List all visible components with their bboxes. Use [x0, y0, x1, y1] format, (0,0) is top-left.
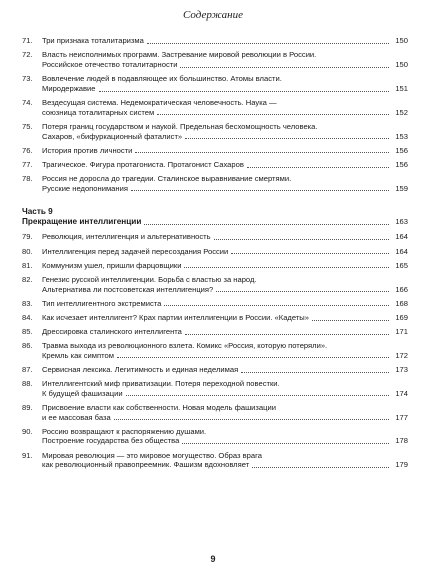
entry-page-number: 172 [395, 350, 408, 360]
toc-entry[interactable] [22, 341, 408, 361]
entry-title-line: Сервисная лексика. Легитимность и единая неделимая [42, 364, 239, 374]
entry-number: 87. [22, 364, 33, 374]
part-heading [22, 207, 408, 227]
toc-entry[interactable] [22, 261, 408, 271]
dot-leader [99, 91, 389, 92]
toc-entry[interactable] [22, 74, 408, 94]
toc-entry[interactable] [22, 160, 408, 170]
entry-number: 77. [22, 159, 33, 169]
toc-entry[interactable] [22, 427, 408, 447]
entry-number: 80. [22, 246, 33, 256]
toc-entry[interactable] [22, 299, 408, 309]
entry-number: 86. [22, 340, 33, 350]
toc-entry[interactable] [22, 313, 408, 323]
entry-title-line: Миродержавие [42, 83, 96, 93]
toc-entry[interactable] [22, 98, 408, 118]
entry-title-line: Потеря границ государством и наукой. Предельная бесхомощность человека. [42, 121, 318, 131]
entry-title-line: Россию возвращают к распоряжению душами. [42, 426, 207, 436]
dot-leader [131, 190, 389, 191]
entry-title-line: Коммунизм ушел, пришли фарцовщики [42, 260, 182, 270]
entry-title-line: и ее массовая база [42, 412, 111, 422]
dot-leader [164, 305, 389, 306]
page-number: 9 [210, 554, 216, 564]
entry-title-line: Дрессировка сталинского интеллигента [42, 326, 182, 336]
toc-entry[interactable] [22, 451, 408, 471]
entry-page-number: 174 [395, 388, 408, 398]
entry-title-line: союзница тоталитарных систем [42, 107, 155, 117]
entry-page-number: 164 [395, 246, 408, 256]
dot-leader [214, 239, 389, 240]
entry-number: 91. [22, 450, 33, 460]
entry-page-number: 166 [395, 284, 408, 294]
entry-title-line: Тип интеллигентного экстремиста [42, 298, 162, 308]
entry-title-line: как революционный правопреемник. Фашизм вдохновляет [42, 460, 250, 470]
toc-entry[interactable] [22, 146, 408, 156]
toc-group-part-9 [22, 232, 408, 470]
dot-leader [117, 357, 389, 358]
dot-leader [185, 138, 389, 139]
toc-group-part-8 [22, 36, 408, 193]
entry-title-line: Присвоение власти как собственности. Новая модель фашизации [42, 402, 276, 412]
part-title: Прекращение интеллигенции [22, 217, 142, 227]
toc-entry[interactable] [22, 50, 408, 70]
toc-entry[interactable] [22, 327, 408, 337]
dot-leader [185, 334, 389, 335]
entry-title-line: Российское отечество тоталитарности [42, 59, 178, 69]
entry-number: 76. [22, 145, 33, 155]
entry-page-number: 159 [395, 183, 408, 193]
entry-number: 73. [22, 73, 33, 83]
entry-page-number: 168 [395, 298, 408, 308]
entry-page-number: 156 [395, 145, 408, 155]
entry-title-line: Генезис русской интеллигенции. Борьба с властью за народ. [42, 274, 257, 284]
dot-leader [157, 114, 389, 115]
entry-number: 75. [22, 121, 33, 131]
entry-page-number: 164 [395, 232, 408, 242]
dot-leader [182, 443, 389, 444]
dot-leader [247, 167, 389, 168]
entry-number: 74. [22, 97, 33, 107]
entry-page-number: 173 [395, 364, 408, 374]
entry-page-number: 165 [395, 260, 408, 270]
entry-title-line: Как исчезает интеллигент? Крах партии интеллигенции в России. «Кадеты» [42, 312, 309, 322]
entry-number: 89. [22, 402, 33, 412]
toc-entry[interactable] [22, 247, 408, 257]
entry-title-line: Построение государства без общества [42, 436, 180, 446]
entry-title-line: Интеллигенция перед задачей пересоздания России [42, 246, 229, 256]
entry-title-line: Власть неисполнимых программ. Застревание мировой революции в России. [42, 50, 317, 60]
entry-number: 90. [22, 426, 33, 436]
dot-leader [126, 395, 389, 396]
entry-title-line: Вездесущая система. Недемократическая человечность. Наука — [42, 97, 277, 107]
entry-number: 83. [22, 298, 33, 308]
entry-number: 84. [22, 312, 33, 322]
entry-number: 71. [22, 36, 33, 45]
entry-page-number: 156 [395, 159, 408, 169]
toc-entry[interactable] [22, 403, 408, 423]
part-page-number: 163 [395, 217, 408, 227]
dot-leader [252, 467, 389, 468]
entry-title-line: История против личности [42, 145, 133, 155]
dot-leader [231, 253, 389, 254]
entry-page-number: 150 [395, 36, 408, 45]
entry-page-number: 178 [395, 436, 408, 446]
entry-number: 85. [22, 326, 33, 336]
entry-number: 79. [22, 232, 33, 242]
toc-entry[interactable] [22, 379, 408, 399]
part-title-row[interactable] [22, 217, 408, 227]
entry-title-line: Революция, интеллигенция и альтернативность [42, 232, 211, 242]
toc-entry[interactable] [22, 122, 408, 142]
dot-leader [147, 43, 389, 44]
entry-title-line: Травма выхода из революционного взлета. Комикс «Россия, которую потеряли». [42, 340, 328, 350]
toc-entry[interactable] [22, 365, 408, 375]
dot-leader [135, 152, 389, 153]
entry-title-line: Трагическое. Фигура протагониста. Протагонист Сахаров [42, 159, 244, 169]
entry-number: 78. [22, 173, 33, 183]
dot-leader [180, 67, 389, 68]
table-of-contents [22, 36, 408, 474]
part-label: Часть 9 [22, 207, 53, 217]
toc-entry[interactable] [22, 36, 408, 46]
entry-number: 82. [22, 274, 33, 284]
entry-title-line: Интеллигентский миф приватизации. Потеря переходной повестки. [42, 378, 280, 388]
entry-title-line: Вовлечение людей в подавляющее их большинство. Атомы власти. [42, 73, 282, 83]
entry-page-number: 177 [395, 412, 408, 422]
dot-leader [144, 224, 389, 225]
entry-title-line: Русские недопонимания [42, 183, 128, 193]
entry-page-number: 171 [395, 326, 408, 336]
toc-entry[interactable] [22, 232, 408, 242]
entry-title-line: Мировая революция — это мировое могущество. Образ врага [42, 450, 262, 460]
entry-page-number: 179 [395, 460, 408, 470]
page-title: Содержание [182, 9, 243, 21]
dot-leader [184, 267, 389, 268]
entry-title-line: Россия не доросла до трагедии. Сталинское выравнивание смертями. [42, 173, 292, 183]
dot-leader [241, 372, 389, 373]
entry-title-line: Сахаров, «бифуркационный фаталист» [42, 131, 183, 141]
dot-leader [312, 320, 389, 321]
entry-title-line: К будущей фашизации [42, 388, 123, 398]
entry-page-number: 153 [395, 131, 408, 141]
entry-number: 72. [22, 50, 33, 60]
dot-leader [114, 419, 389, 420]
dot-leader [216, 291, 389, 292]
toc-entry[interactable] [22, 275, 408, 295]
entry-page-number: 151 [395, 83, 408, 93]
entry-title-line: Кремль как симптом [42, 350, 114, 360]
entry-number: 88. [22, 378, 33, 388]
entry-page-number: 169 [395, 312, 408, 322]
toc-entry[interactable] [22, 174, 408, 194]
entry-number: 81. [22, 260, 33, 270]
entry-title-line: Альтернатива ли постсоветская интеллигенция? [42, 284, 214, 294]
entry-page-number: 150 [395, 59, 408, 69]
entry-title-line: Три признака тоталитаризма [42, 36, 144, 45]
entry-page-number: 152 [395, 107, 408, 117]
